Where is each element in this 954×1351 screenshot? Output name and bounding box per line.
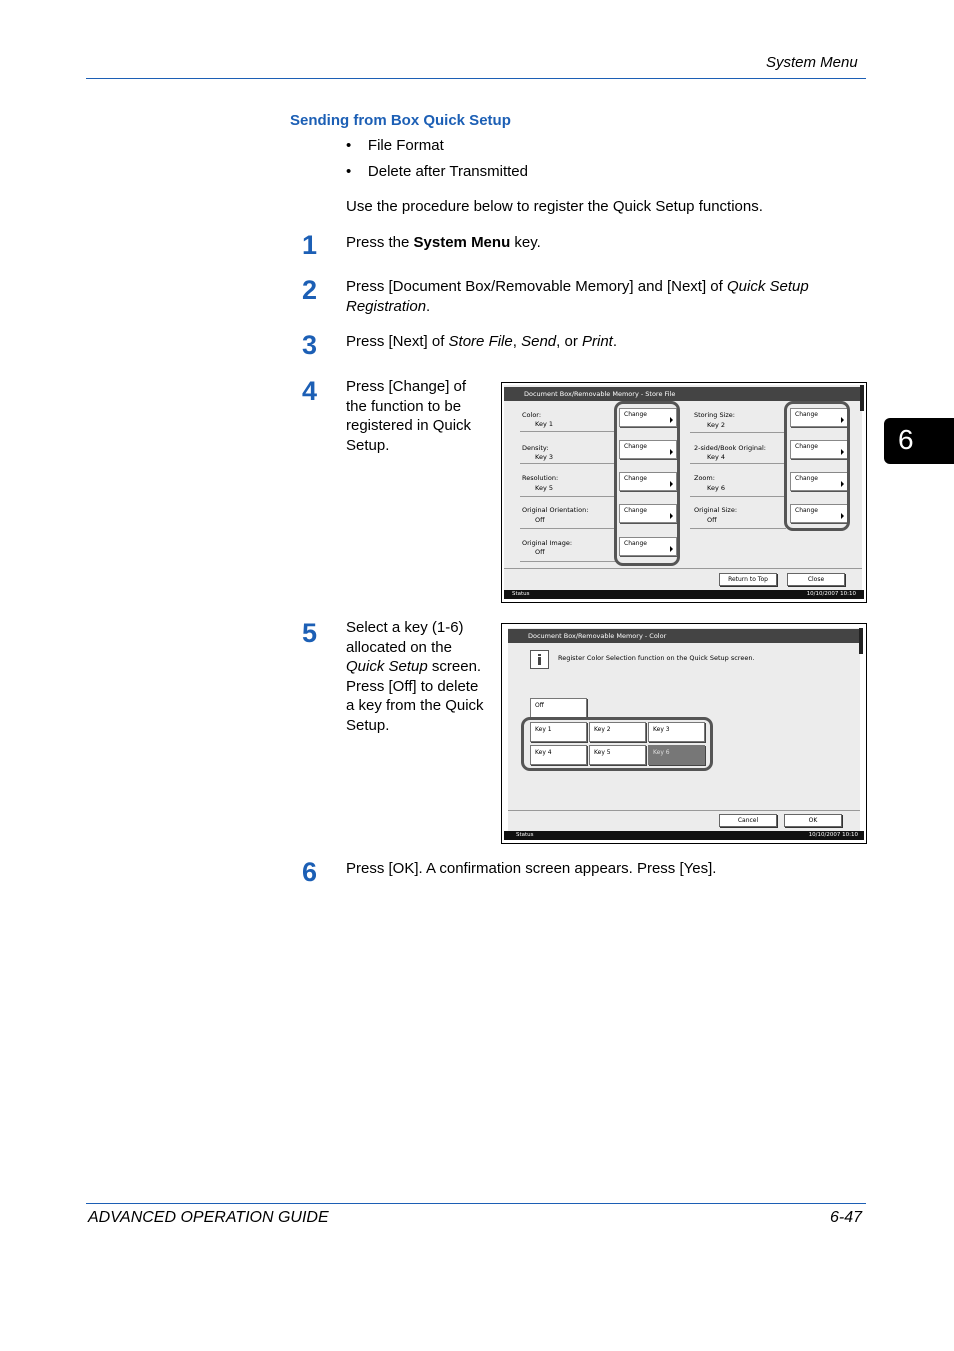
key-button[interactable]: Key 4 — [530, 745, 587, 765]
setting-label: Zoom: — [694, 474, 715, 482]
ok-button[interactable]: OK — [784, 814, 842, 827]
step-number: 4 — [302, 376, 318, 406]
key-button[interactable]: Key 3 — [648, 722, 705, 742]
setting-value: Off — [707, 516, 717, 524]
screen-title: Document Box/Removable Memory - Store File — [504, 387, 862, 401]
step-5-text: Select a key (1-6) allocated on the Quick Setup screen. Press [Off] to delete a key from the Quick Setup. — [346, 619, 484, 734]
step-number: 3 — [302, 330, 318, 360]
setting-value: Key 2 — [707, 421, 725, 429]
header-rule — [86, 78, 866, 79]
close-button[interactable]: Close — [787, 573, 845, 586]
setting-value: Key 4 — [707, 453, 725, 461]
step-number: 6 — [302, 857, 318, 887]
change-button[interactable]: Change — [619, 537, 677, 556]
highlight-outline — [614, 401, 680, 566]
datetime: 10/10/2007 10:10 — [808, 832, 858, 838]
screen-title: Document Box/Removable Memory - Color — [508, 629, 860, 643]
return-to-top-button[interactable]: Return to Top — [719, 573, 777, 586]
setting-label: Density: — [522, 444, 549, 452]
setting-value: Key 6 — [707, 484, 725, 492]
key-button-selected[interactable]: Key 6 — [648, 745, 705, 765]
step-number: 5 — [302, 618, 318, 648]
step-3-text: Press [Next] of Store File, Send, or Print. — [346, 333, 617, 350]
step-2-text: Press [Document Box/Removable Memory] and [Next] of Quick Setup Registration. — [346, 278, 809, 315]
change-button[interactable]: Change — [619, 504, 677, 523]
screen-color — [501, 623, 867, 844]
setting-value: Off — [535, 548, 545, 556]
screen-store-file — [501, 382, 867, 603]
change-button[interactable]: Change — [619, 440, 677, 459]
status-bar — [504, 590, 864, 599]
bullet-item: • File Format — [346, 137, 444, 154]
page-number: 6-47 — [830, 1209, 863, 1226]
setting-label: Color: — [522, 411, 542, 419]
setting-value: Key 5 — [535, 484, 553, 492]
status-bar — [504, 831, 864, 840]
setting-value: Key 1 — [535, 420, 553, 428]
info-icon — [530, 650, 549, 669]
datetime: 10/10/2007 10:10 — [806, 591, 856, 597]
status-label[interactable]: Status — [512, 591, 530, 597]
info-message: Register Color Selection function on the Quick Setup screen. — [558, 654, 755, 662]
footer-guide-title: ADVANCED OPERATION GUIDE — [88, 1209, 329, 1226]
key-button[interactable]: Key 1 — [530, 722, 587, 742]
off-button[interactable]: Off — [530, 698, 587, 718]
key-button[interactable]: Key 2 — [589, 722, 646, 742]
key-button[interactable]: Key 5 — [589, 745, 646, 765]
setting-label: 2-sided/Book Original: — [694, 444, 766, 452]
step-number: 1 — [302, 230, 318, 260]
setting-label: Original Size: — [694, 506, 738, 514]
step-4-text: Press [Change] of the function to be registered in Quick Setup. — [346, 378, 472, 454]
change-button[interactable]: Change — [790, 408, 848, 427]
intro-text: Use the procedure below to register the Quick Setup functions. — [346, 198, 763, 215]
change-button[interactable]: Change — [790, 504, 848, 523]
footer-rule — [86, 1203, 866, 1204]
step-number: 2 — [302, 275, 318, 305]
header-title: System Menu — [766, 54, 858, 71]
setting-label: Storing Size: — [694, 411, 735, 419]
step-1-text: Press the System Menu key. — [346, 234, 541, 251]
setting-value: Key 3 — [535, 453, 553, 461]
setting-label: Original Image: — [522, 539, 573, 547]
section-title: Sending from Box Quick Setup — [290, 112, 511, 129]
change-button[interactable]: Change — [619, 472, 677, 491]
change-button[interactable]: Change — [790, 440, 848, 459]
cancel-button[interactable]: Cancel — [719, 814, 777, 827]
setting-value: Off — [535, 516, 545, 524]
highlight-outline — [784, 401, 850, 531]
chapter-tab: 6 — [884, 418, 954, 464]
step-6-text: Press [OK]. A confirmation screen appears. Press [Yes]. — [346, 860, 717, 877]
status-label[interactable]: Status — [516, 832, 534, 838]
bullet-item: • Delete after Transmitted — [346, 163, 528, 180]
setting-label: Resolution: — [522, 474, 559, 482]
change-button[interactable]: Change — [790, 472, 848, 491]
setting-label: Original Orientation: — [522, 506, 589, 514]
highlight-outline — [521, 717, 713, 771]
change-button[interactable]: Change — [619, 408, 677, 427]
